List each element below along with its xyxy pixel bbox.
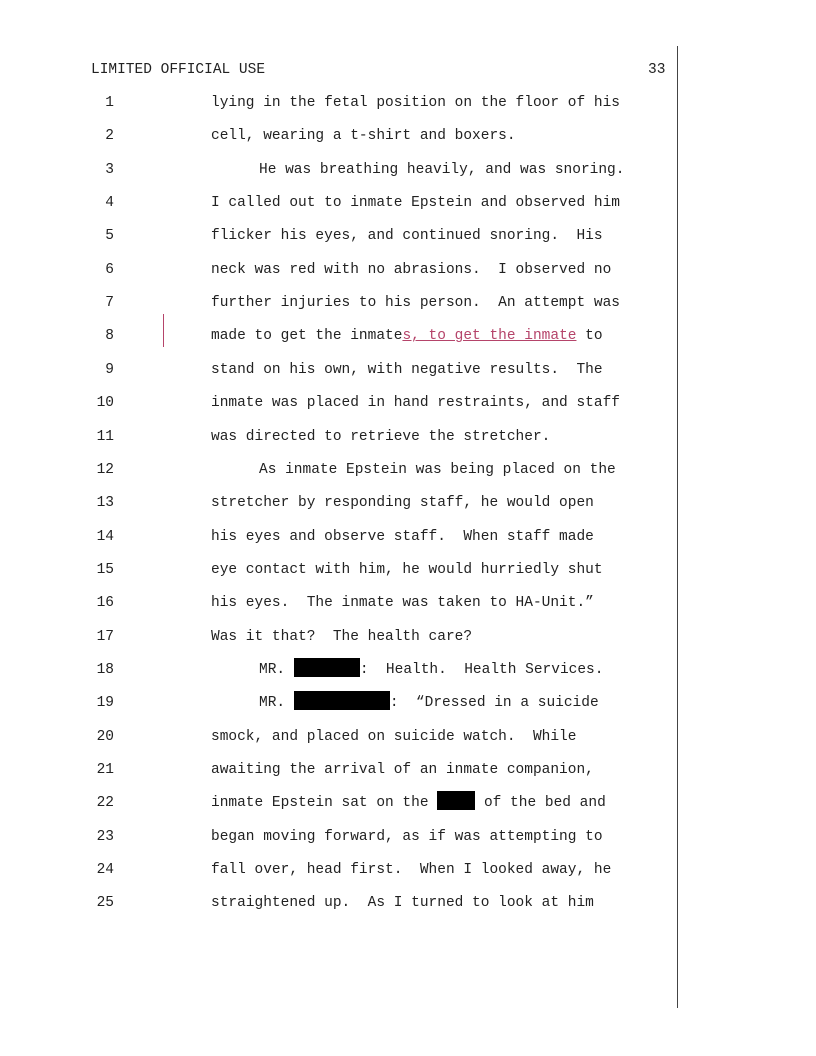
page-number: 33 xyxy=(648,62,666,78)
text-segment: smock, and placed on suicide watch. While xyxy=(211,728,577,745)
transcript-line xyxy=(0,791,816,815)
line-number: 15 xyxy=(96,561,114,578)
line-number: 21 xyxy=(96,762,114,778)
text-segment: of the bed and xyxy=(475,795,606,812)
transcript-line xyxy=(0,158,816,182)
classification-header: LIMITED OFFICIAL USE xyxy=(91,62,266,78)
line-number: 19 xyxy=(96,695,114,712)
line-number: 5 xyxy=(105,228,114,245)
transcript-line xyxy=(0,258,816,282)
line-text xyxy=(211,291,620,315)
transcript-line xyxy=(0,124,816,148)
text-segment: eye contact with him, he would hurriedly shut xyxy=(211,561,603,578)
line-number: 14 xyxy=(96,528,114,545)
redaction-block xyxy=(294,691,390,710)
text-segment: further injuries to his person. An attempt was xyxy=(211,295,620,312)
redaction-block xyxy=(294,658,360,677)
line-number: 1 xyxy=(105,95,114,111)
text-segment: fall over, head first. When I looked away, he xyxy=(211,862,612,879)
text-segment: cell, wearing a t-shirt and boxers. xyxy=(211,128,516,145)
text-segment: : “Dressed in a suicide xyxy=(389,695,599,712)
line-text xyxy=(211,258,611,282)
text-segment: : Health. Health Services. xyxy=(359,661,604,678)
line-text xyxy=(211,625,472,649)
line-number: 8 xyxy=(105,328,114,345)
text-segment: inmate was placed in hand restraints, and staff xyxy=(211,395,620,412)
text-segment: made to get the inmate xyxy=(211,328,403,345)
transcript-line xyxy=(0,825,816,849)
transcript-line xyxy=(0,391,816,415)
transcript-line xyxy=(0,891,816,915)
line-number: 22 xyxy=(96,795,114,812)
transcript-line xyxy=(0,491,816,515)
transcript-line xyxy=(0,858,816,882)
line-text xyxy=(211,425,550,449)
line-number: 24 xyxy=(96,862,114,879)
line-text xyxy=(211,858,611,882)
transcript-line xyxy=(0,658,816,682)
text-segment: to xyxy=(576,328,603,345)
line-text xyxy=(211,825,603,849)
transcript-line xyxy=(0,525,816,549)
line-text xyxy=(211,758,594,782)
line-number: 2 xyxy=(105,128,114,145)
line-text xyxy=(211,725,576,749)
text-segment: stand on his own, with negative results. The xyxy=(211,361,603,378)
transcript-line xyxy=(0,558,816,582)
line-number: 13 xyxy=(96,495,114,512)
line-number: 23 xyxy=(96,828,114,845)
transcript-line xyxy=(0,291,816,315)
line-number: 3 xyxy=(105,161,114,178)
line-number: 10 xyxy=(96,395,114,412)
line-text xyxy=(211,558,603,582)
line-number: 17 xyxy=(96,628,114,645)
line-number: 20 xyxy=(96,728,114,745)
line-text xyxy=(259,691,599,715)
text-segment: As inmate Epstein was being placed on the xyxy=(259,461,616,478)
line-text xyxy=(259,658,603,682)
inserted-text: s, to get the inmate xyxy=(402,328,577,345)
line-text xyxy=(211,791,606,815)
transcript-line xyxy=(0,224,816,248)
line-text xyxy=(211,91,620,115)
line-text xyxy=(211,891,594,915)
line-number: 6 xyxy=(105,261,114,278)
text-segment: neck was red with no abrasions. I observed no xyxy=(211,261,612,278)
line-text xyxy=(211,224,603,248)
text-segment: MR. xyxy=(259,695,294,712)
text-segment: stretcher by responding staff, he would open xyxy=(211,495,594,512)
transcript-line xyxy=(0,458,816,482)
line-number: 18 xyxy=(96,661,114,678)
text-segment: MR. xyxy=(259,661,294,678)
text-segment: his eyes. The inmate was taken to HA-Unit.” xyxy=(211,595,594,612)
line-text xyxy=(259,458,616,482)
text-segment: straightened up. As I turned to look at him xyxy=(211,895,594,912)
text-segment: inmate Epstein sat on the xyxy=(211,795,438,812)
line-number: 12 xyxy=(96,461,114,478)
transcript-line xyxy=(0,191,816,215)
line-text xyxy=(259,158,624,182)
text-segment: his eyes and observe staff. When staff made xyxy=(211,528,594,545)
redaction-block xyxy=(437,791,475,810)
line-number: 11 xyxy=(96,428,114,445)
transcript-line xyxy=(0,725,816,749)
line-text xyxy=(211,591,594,615)
transcript-line xyxy=(0,591,816,615)
transcript-line xyxy=(0,91,816,115)
line-number: 25 xyxy=(96,895,114,912)
transcript-line xyxy=(0,625,816,649)
line-text xyxy=(211,324,603,348)
text-segment: I called out to inmate Epstein and observed him xyxy=(211,195,620,212)
transcript-line xyxy=(0,324,816,348)
text-segment: awaiting the arrival of an inmate companion, xyxy=(211,762,594,778)
line-text xyxy=(211,491,594,515)
line-text xyxy=(211,124,516,148)
line-text xyxy=(211,358,603,382)
text-segment: lying in the fetal position on the floor of his xyxy=(211,95,620,111)
line-number: 7 xyxy=(105,295,114,312)
text-segment: Was it that? The health care? xyxy=(211,628,473,645)
line-text xyxy=(211,525,594,549)
text-segment: began moving forward, as if was attempting to xyxy=(211,828,603,845)
text-segment: He was breathing heavily, and was snoring. xyxy=(259,161,625,178)
line-text xyxy=(211,191,620,215)
line-number: 4 xyxy=(105,195,114,212)
transcript-line xyxy=(0,758,816,782)
text-segment: flicker his eyes, and continued snoring. His xyxy=(211,228,603,245)
line-number: 9 xyxy=(105,361,114,378)
transcript-line xyxy=(0,425,816,449)
text-segment: was directed to retrieve the stretcher. xyxy=(211,428,551,445)
transcript-line xyxy=(0,691,816,715)
transcript-line xyxy=(0,358,816,382)
line-number: 16 xyxy=(96,595,114,612)
line-text xyxy=(211,391,620,415)
